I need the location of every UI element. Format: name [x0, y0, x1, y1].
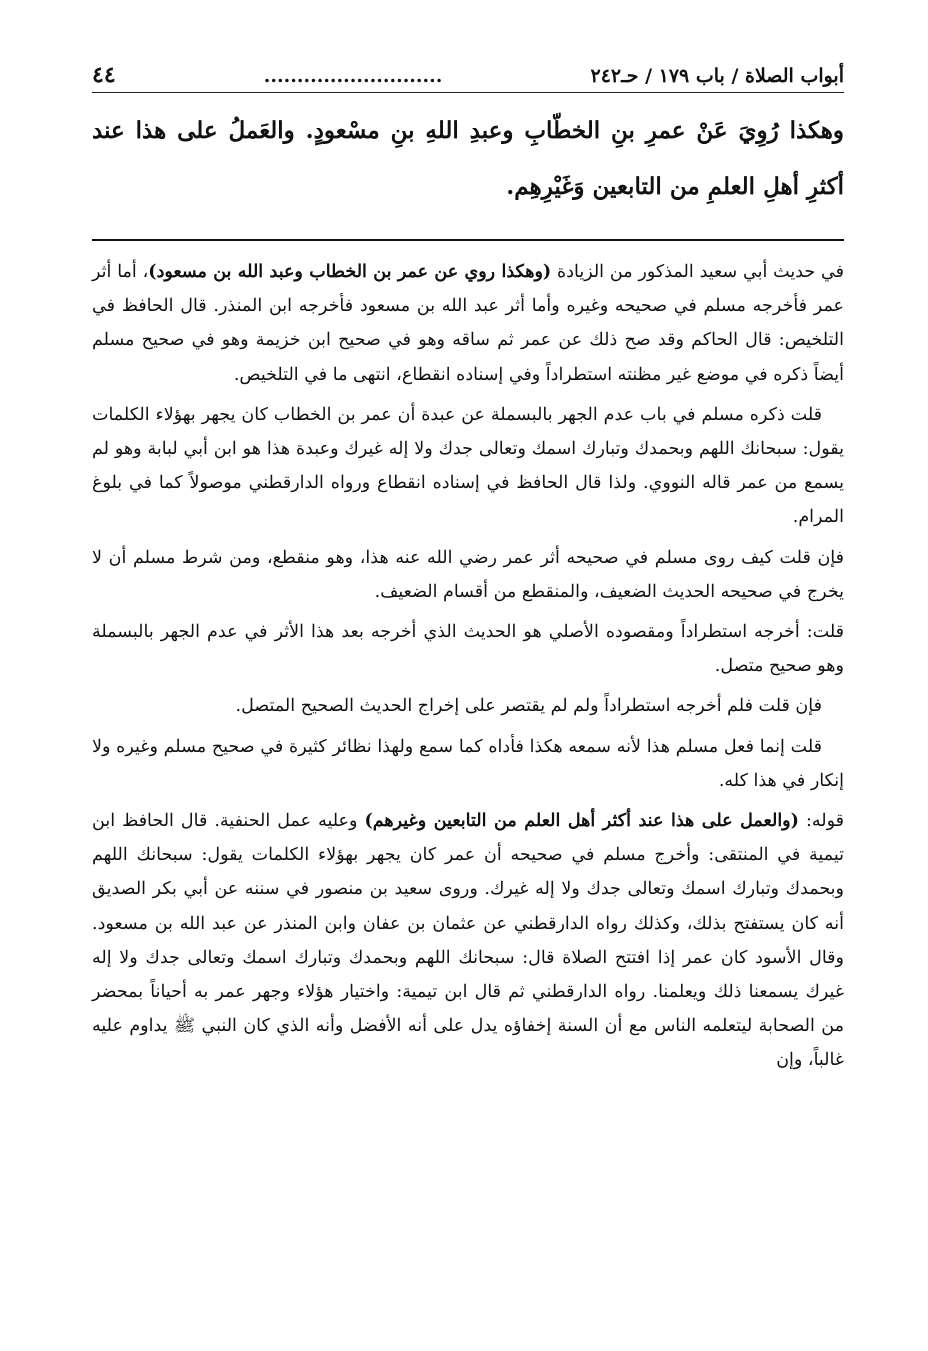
commentary-text: في حديث أبي سعيد المذكور من الزيادة: [557, 262, 844, 282]
quoted-phrase: (وهكذا روي عن عمر بن الخطاب وعبد الله بن مسعود): [148, 262, 552, 282]
book-page: [92, 58, 844, 1084]
quoted-phrase: (والعمل على هذا عند أكثر أهل العلم من التابعين وغيرهم): [364, 811, 799, 832]
commentary-paragraph: [92, 255, 844, 392]
commentary-text: ، أما أثر عمر فأخرجه مسلم في صحيحه وغيره وأما أثر عبد الله بن مسعود فأخرجه ابن المنذر. قال الحافظ في التلخيص: قال الحاكم وقد صح ذلك عن عمر ثم ساقه وهو في صحيح ابن خزيمة وهو في صحيح مسلم أيضاً ذكره في موضع غير مظنته استطراداً وفي إسناده انقطاع، انتهى ما في التلخيص.: [92, 262, 844, 385]
running-header: [92, 58, 844, 93]
commentary-paragraph: قلت ذكره مسلم في باب عدم الجهر بالبسملة عن عبدة أن عمر بن الخطاب كان يجهر بهؤلاء الكلمات يقول: سبحانك اللهم وبحمدك وتبارك اسمك وتعالى جدك ولا إله غيرك وعبدة هذا هو ابن أبي لبابة وهو لم يسمع من عمر قاله النووي. ولذا قال الحافظ في إسناده انقطاع ورواه الدارقطني موصولاً كما في بلوغ المرام.: [92, 404, 844, 528]
commentary-text: قوله:: [805, 811, 844, 832]
commentary: [92, 255, 844, 1078]
hadith-text: وهكذا رُوِيَ عَنْ عمرِ بنِ الخطّابِ وعبدِ اللهِ بنِ مسْعودٍ. والعَملُ على هذا عند أكثرِ أهلِ العلمِ من التابعين وَغَيْرِهِم.: [92, 117, 844, 200]
commentary-paragraph: فإن قلت فلم أخرجه استطراداً ولم لم يقتصر على إخراج الحديث الصحيح المتصل.: [235, 696, 822, 717]
header-dots: ...........................: [263, 65, 443, 87]
commentary-paragraph: قلت: أخرجه استطراداً ومقصوده الأصلي هو الحديث الذي أخرجه بعد هذا الأثر في عدم الجهر بالبسملة وهو صحيح متصل.: [92, 622, 844, 677]
commentary-paragraph: [92, 804, 844, 1078]
commentary-paragraph: فإن قلت كيف روى مسلم في صحيحه أثر عمر رضي الله عنه هذا، وهو منقطع، ومن شرط مسلم أن لا يخرج في صحيحه الحديث الضعيف، والمنقطع من أقسام الضعيف.: [92, 547, 844, 602]
commentary-text: وعليه عمل الحنفية. قال الحافظ ابن تيمية في المنتقى: وأخرج مسلم في صحيحه أن عمر كان يجهر بهؤلاء الكلمات يقول: سبحانك اللهم وبحمدك وتبارك اسمك وتعالى جدك ولا إله غيرك. وروى سعيد بن منصور في سننه عن أبي بكر الصديق أنه كان يستفتح بذلك، وكذلك رواه الدارقطني عن عثمان بن عفان وابن المنذر عن عبد الله بن مسعود. وقال الأسود كان عمر إذا افتتح الصلاة قال: سبحانك اللهم وبحمدك وتبارك اسمك وتعالى جدك ولا إله غيرك يسمعنا ذلك ويعلمنا. رواه الدارقطني ثم قال ابن تيمية: واختيار هؤلاء وجهر عمر به أحياناً بمحضر من الصحابة ليتعلمه الناس مع أن السنة إخفاؤه يدل على أنه الأفضل وأنه الذي كان النبي ﷺ يداوم عليه غالباً، وإن: [92, 811, 844, 1071]
running-title: أبواب الصلاة / باب ١٧٩ / حـ٢٤٢: [590, 65, 844, 87]
footnote-divider: [92, 239, 844, 241]
commentary-paragraph: قلت إنما فعل مسلم هذا لأنه سمعه هكذا فأداه كما سمع ولهذا نظائر كثيرة في صحيح مسلم وغيره ولا إنكار في هذا كله.: [92, 736, 844, 791]
page-number: ٤٤: [92, 62, 116, 88]
